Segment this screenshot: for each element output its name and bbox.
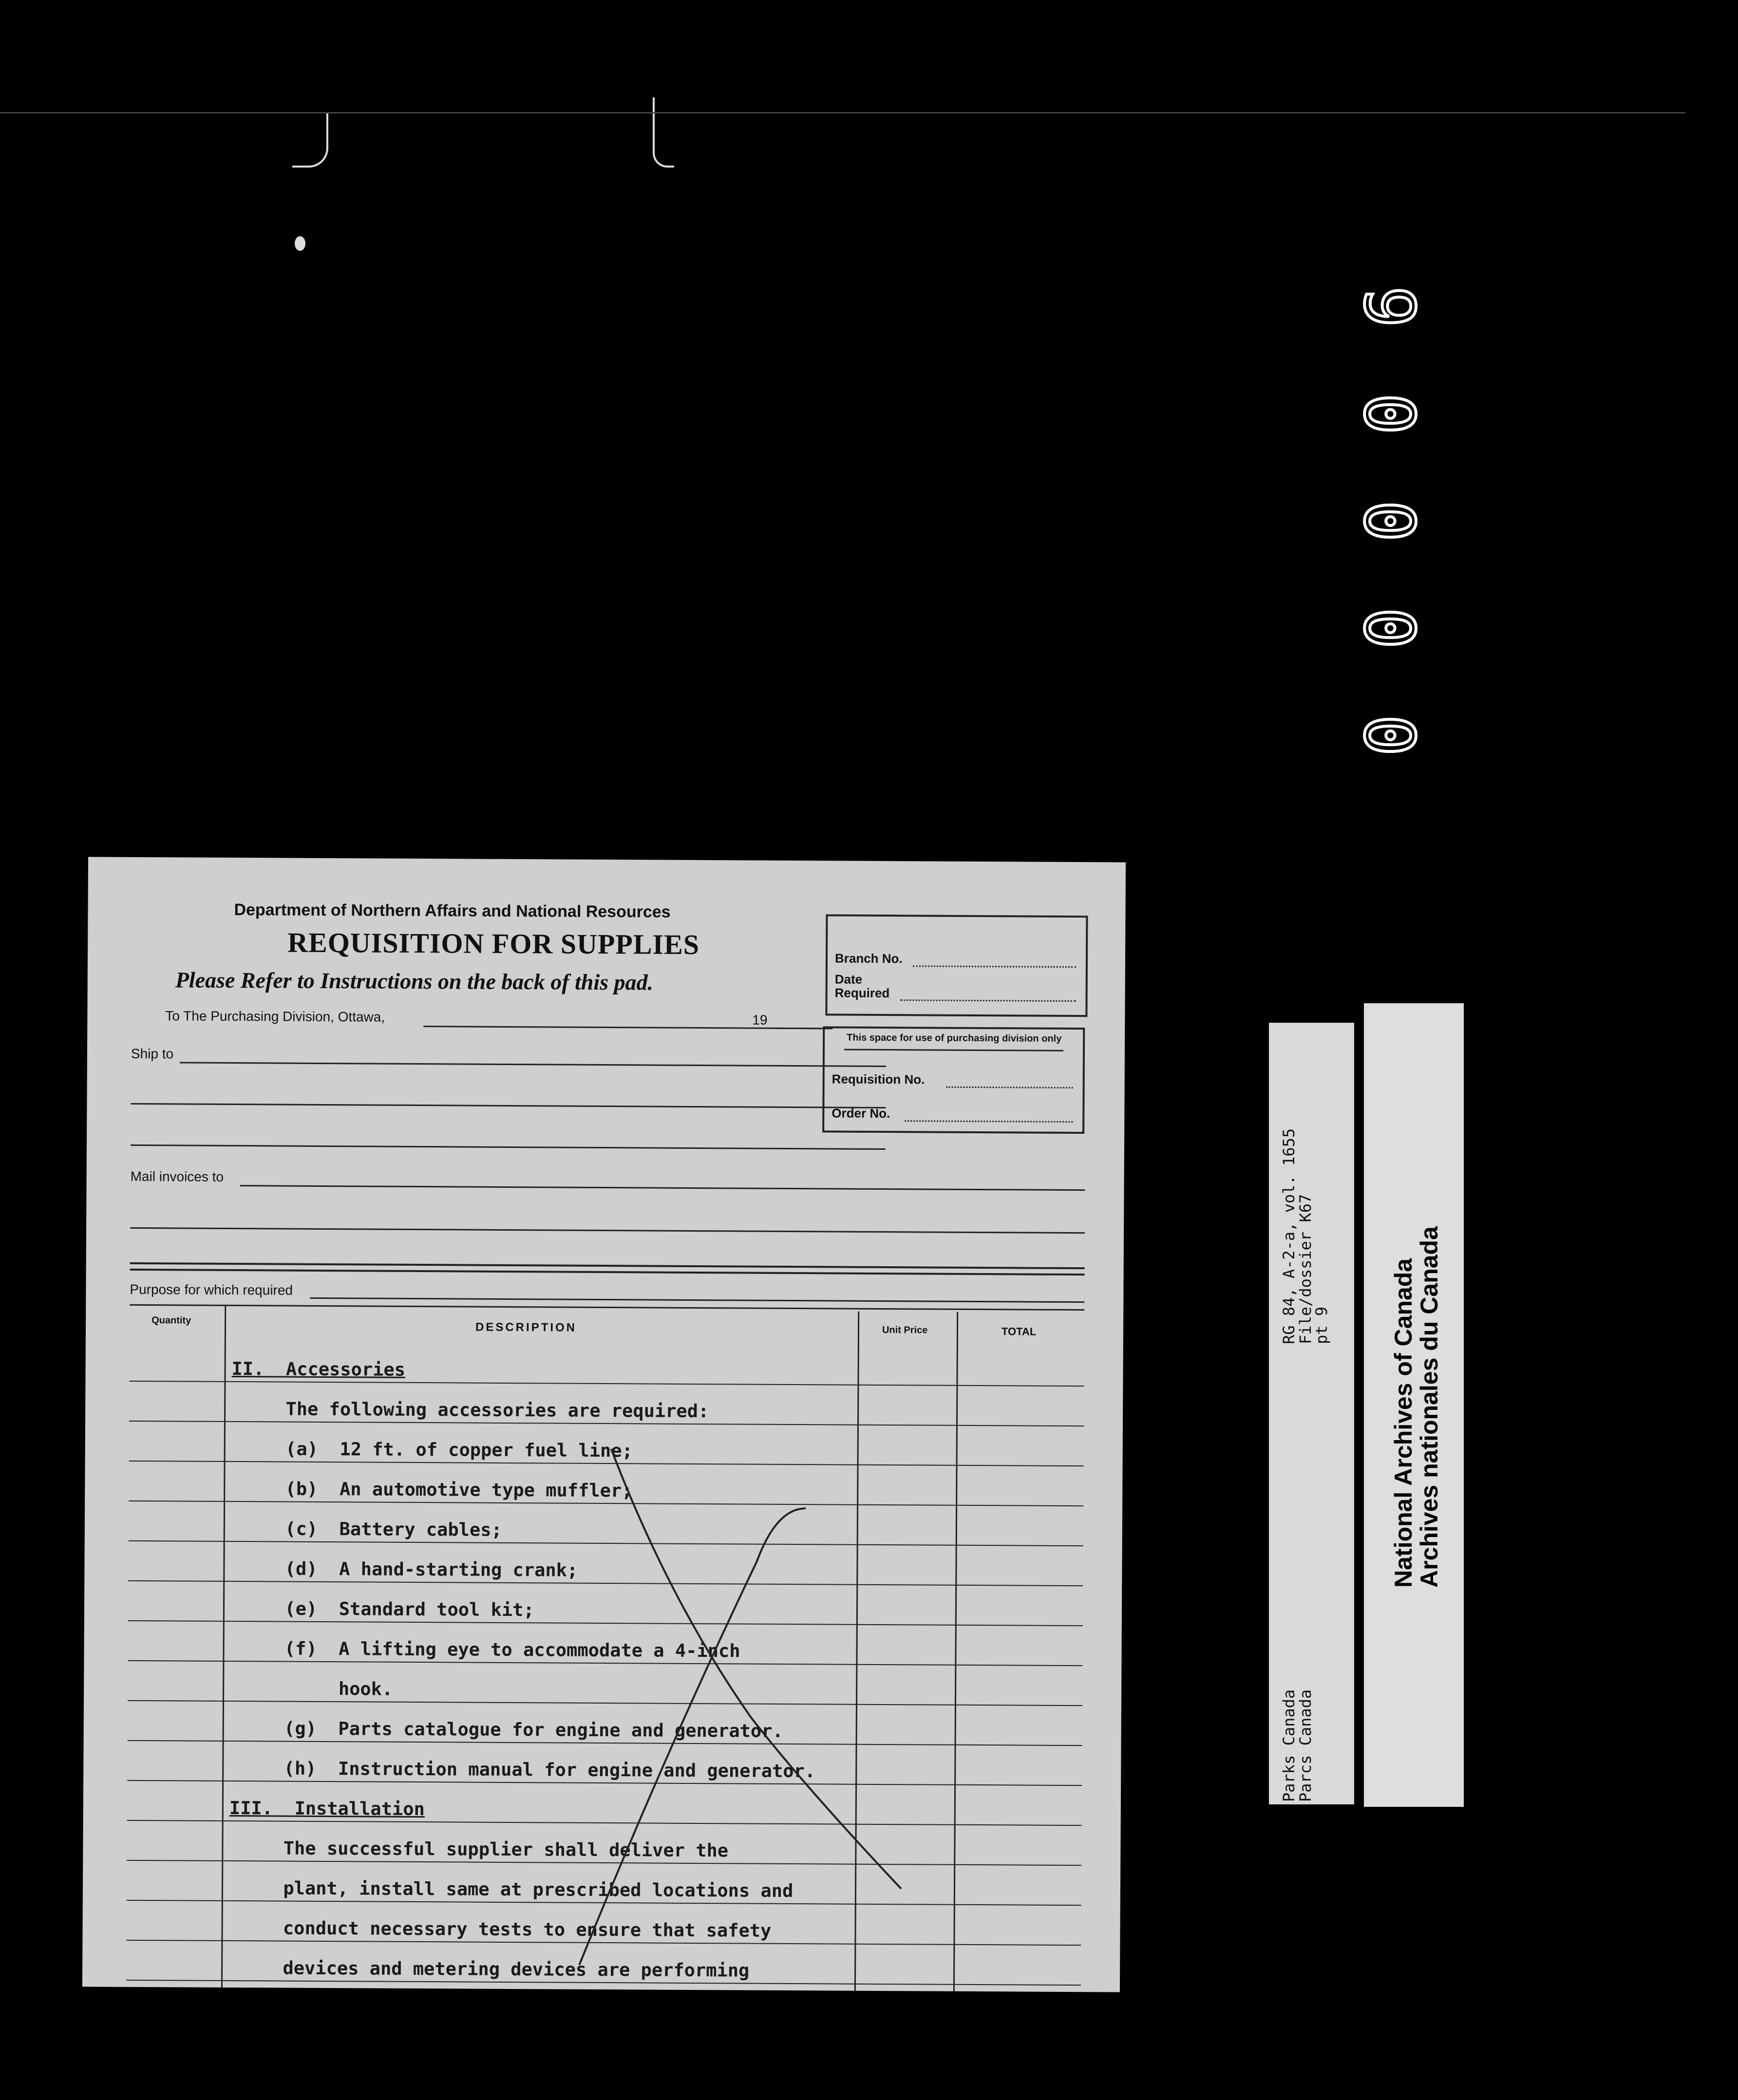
reference-line: RG 84, A-2-a, vol. 1655 <box>1280 1128 1298 1344</box>
handwritten-cross-mark <box>82 857 1126 1992</box>
frame-digit: 0 <box>1348 393 1428 435</box>
scan-artifact <box>292 112 328 168</box>
frame-digit: 0 <box>1348 714 1428 756</box>
typed-line: (d) A hand-starting crank; <box>230 1557 578 1581</box>
unit-price-header: Unit Price <box>882 1324 928 1336</box>
typed-line: (g) Parts catalogue for engine and generator. <box>229 1717 783 1742</box>
reference-line: File/dossier K67 <box>1296 1194 1315 1344</box>
archives-text <box>1391 1226 1442 1588</box>
national-archives-label <box>1364 1003 1464 1807</box>
reference-line: pt 9 <box>1312 1306 1331 1344</box>
archives-line: National Archives of Canada <box>1390 1258 1417 1588</box>
agency-line: Parcs Canada <box>1296 1689 1315 1802</box>
frame-digit: 9 <box>1348 286 1428 328</box>
typed-line: plant, install same at prescribed locations and <box>228 1877 793 1902</box>
purchasing-note: This space for use of purchasing division only <box>847 1032 1062 1044</box>
year-label: 19 <box>752 1012 768 1028</box>
typed-line: (h) Instruction manual for engine and generator. <box>229 1757 816 1782</box>
branch-label: Branch No. <box>834 951 903 966</box>
ship-to-label: Ship to <box>131 1046 174 1062</box>
typed-line: III. Installation <box>229 1797 425 1820</box>
agency-line: Parks Canada <box>1280 1689 1298 1802</box>
typed-line: devices and metering devices are performing <box>228 1957 750 1981</box>
scan-artifact <box>295 236 305 251</box>
agency-text <box>1281 1689 1314 1802</box>
reference-text <box>1281 1128 1330 1344</box>
typed-line: The successful supplier shall deliver the <box>229 1837 729 1861</box>
requisition-label: Requisition No. <box>831 1071 925 1087</box>
quantity-header: Quantity <box>151 1315 191 1326</box>
to-line-label: To The Purchasing Division, Ottawa, <box>165 1008 385 1025</box>
frame-number <box>1348 273 1428 769</box>
total-header: TOTAL <box>1001 1325 1037 1338</box>
archives-line: Archives nationales du Canada <box>1415 1226 1443 1588</box>
frame-digit: 0 <box>1348 607 1428 649</box>
typed-line: (b) An automotive type muffler; <box>231 1478 633 1501</box>
order-label: Order No. <box>831 1106 890 1121</box>
refer-note: Please Refer to Instructions on the back of this pad. <box>175 967 654 995</box>
required-label: Required <box>834 985 890 1001</box>
typed-line: (a) 12 ft. of copper fuel line; <box>231 1438 633 1462</box>
purpose-label: Purpose for which required <box>130 1281 293 1298</box>
typed-line: (e) Standard tool kit; <box>230 1597 534 1621</box>
typed-line: II. Accessories <box>231 1358 406 1380</box>
typed-line: The following accessories are required: <box>231 1398 709 1422</box>
typed-line: (c) Battery cables; <box>230 1518 502 1540</box>
frame-digit: 0 <box>1348 500 1428 542</box>
description-header: DESCRIPTION <box>475 1320 577 1334</box>
typed-line: hook. <box>230 1677 393 1700</box>
mail-invoices-label: Mail invoices to <box>130 1168 224 1184</box>
scan-artifact <box>653 97 674 168</box>
archive-reference-label <box>1269 1023 1354 1804</box>
requisition-form <box>82 857 1126 1992</box>
typed-line: (f) A lifting eye to accommodate a 4-inch <box>230 1637 740 1662</box>
date-label: Date <box>834 972 863 987</box>
form-title: REQUISITION FOR SUPPLIES <box>287 926 700 961</box>
scan-edge <box>0 112 1685 113</box>
typed-line: conduct necessary tests to ensure that safety <box>228 1917 772 1941</box>
department-heading: Department of Northern Affairs and National Resources <box>234 900 671 921</box>
